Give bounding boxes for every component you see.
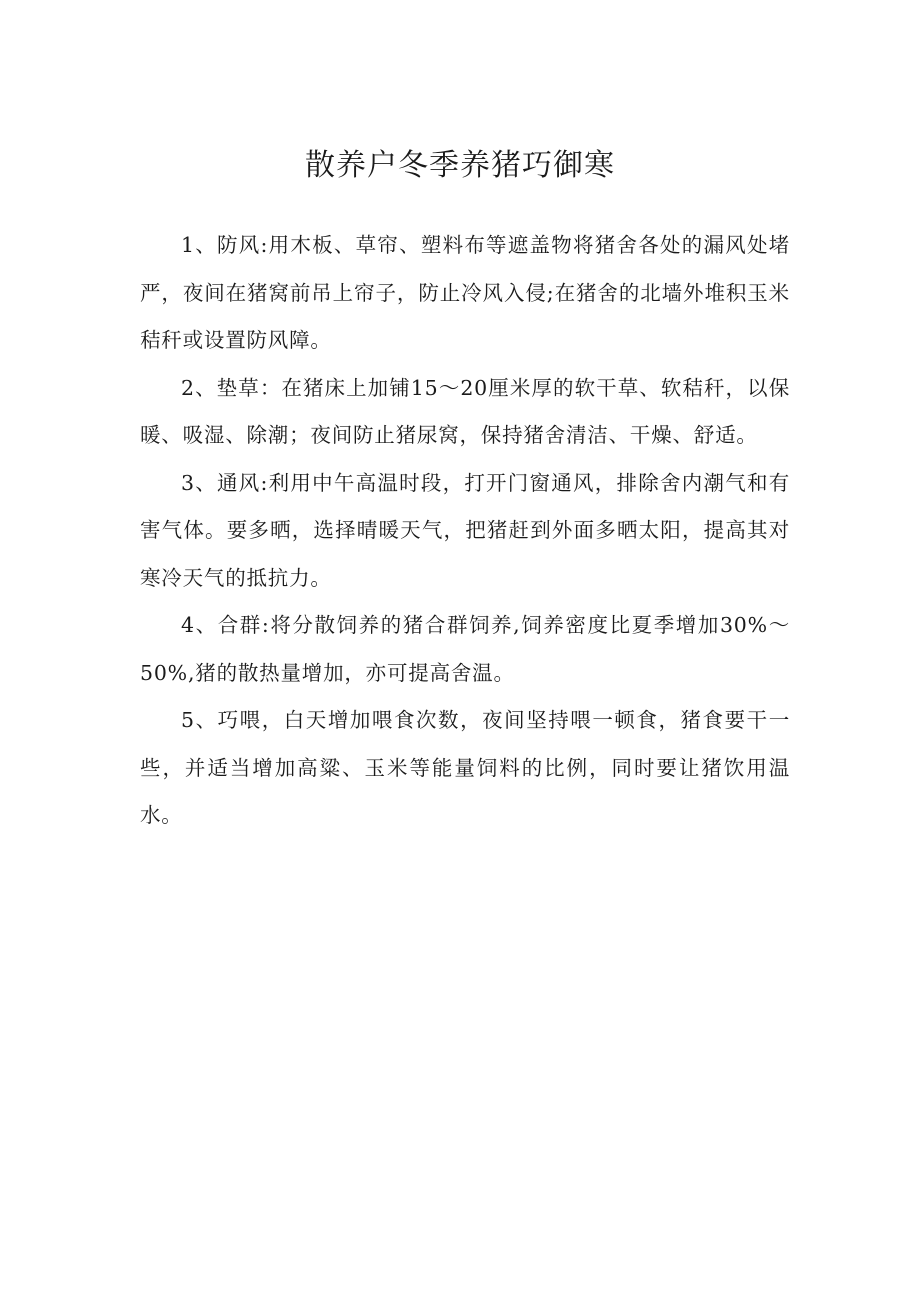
page-title: 散养户冬季养猪巧御寒 (305, 148, 615, 183)
paragraph-grouping: 4、合群:将分散饲养的猪合群饲养,饲养密度比夏季增加30%～50%,猪的散热量增加，亦可提高舍温。 (140, 613, 790, 685)
paragraph-bedding: 2、垫草：在猪床上加铺15～20厘米厚的软干草、软秸秆，以保暖、吸湿、除潮；夜间防止猪尿窝，保持猪舍清洁、干燥、舒适。 (140, 375, 790, 447)
document-body (140, 222, 790, 840)
paragraph-windproof: 1、防风:用木板、草帘、塑料布等遮盖物将猪舍各处的漏风处堵严，夜间在猪窝前吊上帘子，防止冷风入侵;在猪舍的北墙外堆积玉米秸秆或设置防风障。 (140, 233, 790, 352)
paragraph-ventilation: 3、通风:利用中午高温时段，打开门窗通风，排除舍内潮气和有害气体。要多晒，选择晴暖天气，把猪赶到外面多晒太阳，提高其对寒冷天气的抵抗力。 (140, 470, 790, 590)
paragraph-feeding: 5、巧喂，白天增加喂食次数，夜间坚持喂一顿食，猪食要干一些，并适当增加高粱、玉米等能量饲料的比例，同时要让猪饮用温水。 (140, 708, 790, 827)
